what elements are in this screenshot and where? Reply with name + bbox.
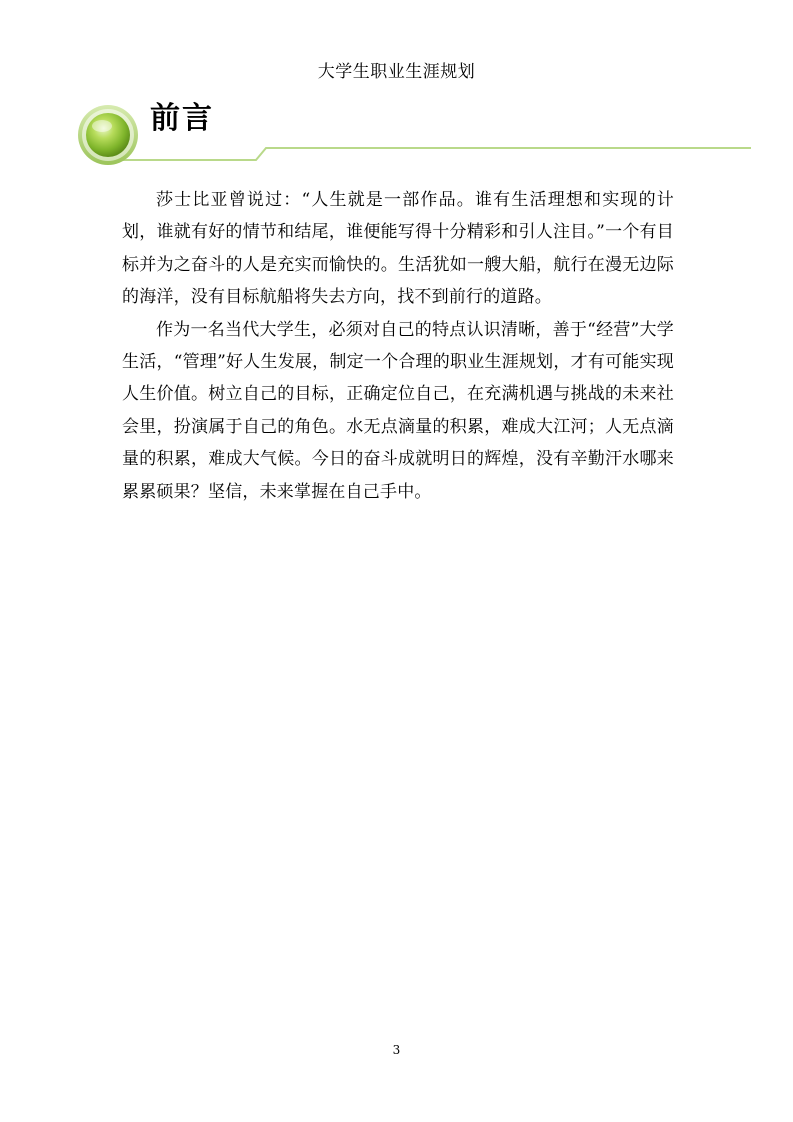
paragraph: 作为一名当代大学生，必须对自己的特点认识清晰，善于“经营”大学生活，“管理”好人生发展，制定一个合理的职业生涯规划，才有可能实现人生价值。树立自己的目标，正确定位自己，在充满机遇与挑战的未来社会里，扮演属于自己的角色。水无点滴量的积累，难成大江河；人无点滴量的积累，难成大气候。今日的奋斗成就明日的辉煌，没有辛勤汗水哪来累累硕果？坚信，未来掌握在自己手中。 [122, 319, 674, 502]
page-number: 3 [392, 1043, 401, 1057]
section-heading-banner [76, 95, 756, 175]
section-heading: 前言 [150, 101, 214, 136]
body-text [122, 184, 674, 508]
paragraph: 莎士比亚曾说过：“人生就是一部作品。谁有生活理想和实现的计划，谁就有好的情节和结尾，谁便能写得十分精彩和引人注目。”一个有目标并为之奋斗的人是充实而愉快的。生活犹如一艘大船，航行在漫无边际的海洋，没有目标航船将失去方向，找不到前行的道路。 [122, 190, 674, 308]
header-title: 大学生职业生涯规划 [317, 62, 476, 82]
